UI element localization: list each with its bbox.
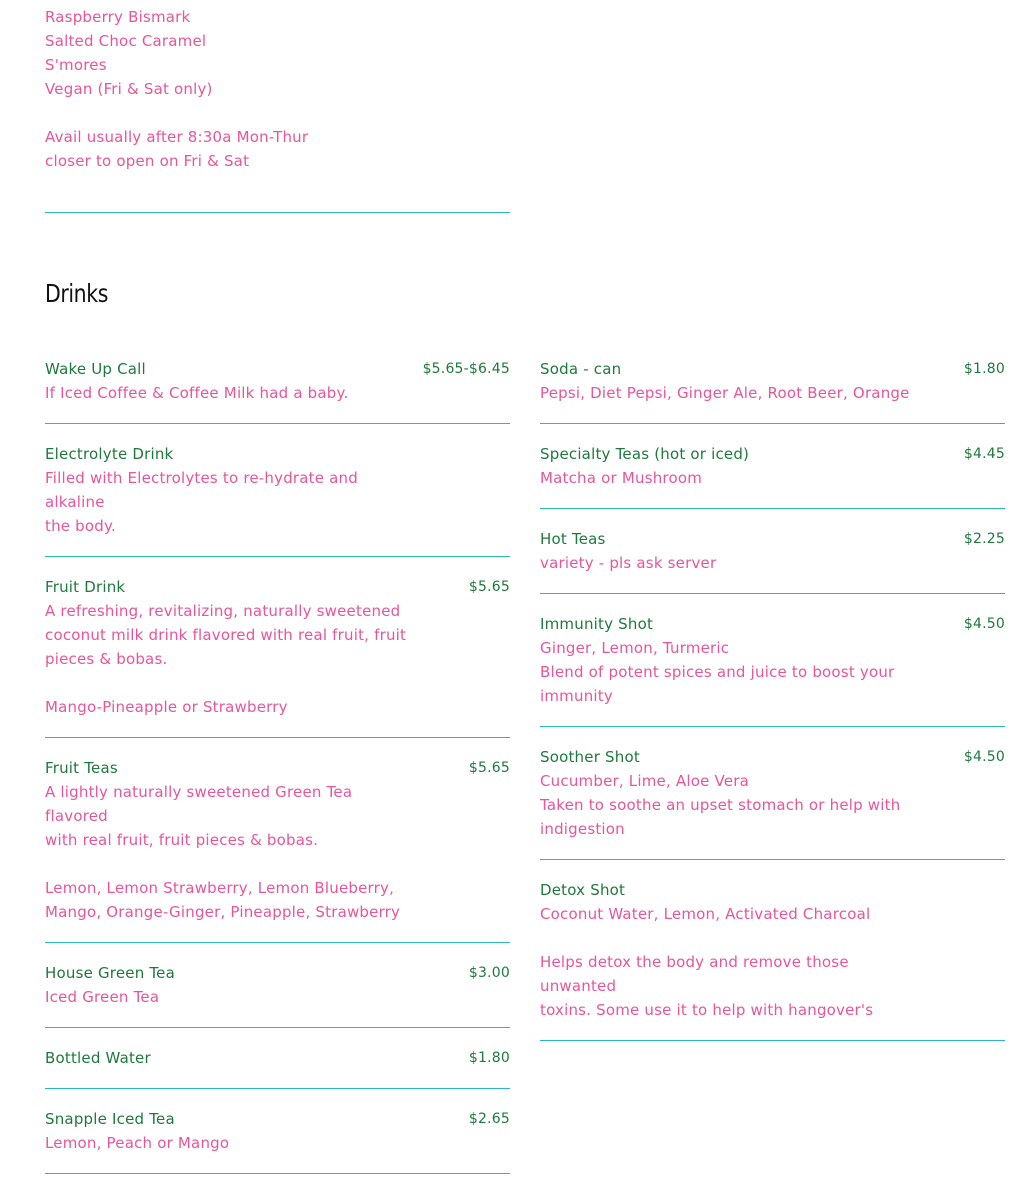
item-price: $2.65 — [468, 1111, 510, 1127]
item-price: $2.25 — [963, 531, 1005, 547]
description-line: Coconut Water, Lemon, Activated Charcoal — [540, 905, 871, 923]
description-line: Mango-Pineapple or Strawberry — [45, 698, 288, 716]
description-line: variety - pls ask server — [540, 554, 717, 572]
description-line: immunity — [540, 687, 613, 705]
item-price: $5.65 — [468, 579, 510, 595]
item-description — [45, 985, 415, 1009]
item-description — [540, 381, 920, 405]
item-price: $3.00 — [468, 965, 510, 981]
item-description — [540, 769, 920, 841]
description-line: Pepsi, Diet Pepsi, Ginger Ale, Root Beer, Orange — [540, 384, 910, 402]
item-name: House Green Tea — [45, 964, 176, 982]
description-line: Iced Green Tea — [45, 988, 160, 1006]
description-line: Lemon, Lemon Strawberry, Lemon Blueberry, — [45, 879, 395, 897]
item-name: Fruit Drink — [45, 578, 126, 596]
note-line: Avail usually after 8:30a Mon-Thur — [45, 128, 309, 146]
item-description — [45, 1131, 415, 1155]
menu-item-fruit-drink — [45, 575, 510, 738]
donut-flavor: S'mores — [45, 56, 107, 74]
item-name: Bottled Water — [45, 1049, 151, 1067]
item-name: Fruit Teas — [45, 759, 118, 777]
menu-item-wake-up-call — [45, 357, 510, 424]
menu-item-detox-shot — [540, 878, 1005, 1041]
description-line: Cucumber, Lime, Aloe Vera — [540, 772, 749, 790]
description-line: with real fruit, fruit pieces & bobas. — [45, 831, 319, 849]
item-name: Electrolyte Drink — [45, 445, 174, 463]
donut-availability-note — [45, 125, 510, 173]
description-line: A refreshing, revitalizing, naturally sweetened — [45, 602, 401, 620]
item-price: $5.65-$6.45 — [422, 361, 510, 377]
donut-section — [45, 0, 510, 173]
donut-flavor: Raspberry Bismark — [45, 8, 191, 26]
menu-item-soother-shot — [540, 745, 1005, 860]
menu-item-hot-teas — [540, 527, 1005, 594]
description-line: Taken to soothe an upset stomach or help with — [540, 796, 901, 814]
item-name: Soother Shot — [540, 748, 640, 766]
item-name: Specialty Teas (hot or iced) — [540, 445, 750, 463]
description-line: indigestion — [540, 820, 625, 838]
item-description — [45, 381, 415, 405]
menu-item-bottled-water — [45, 1046, 510, 1089]
description-line: A lightly naturally sweetened Green Tea flavored — [45, 783, 353, 825]
menu-item-specialty-teas-hot-or-iced — [540, 442, 1005, 509]
item-price: $4.45 — [963, 446, 1005, 462]
donut-flavor: Vegan (Fri & Sat only) — [45, 80, 213, 98]
item-price: $5.65 — [468, 760, 510, 776]
description-line: Mango, Orange-Ginger, Pineapple, Strawberry — [45, 903, 401, 921]
description-line: Matcha or Mushroom — [540, 469, 703, 487]
description-line: Lemon, Peach or Mango — [45, 1134, 230, 1152]
item-description — [540, 902, 920, 1022]
menu-item-immunity-shot — [540, 612, 1005, 727]
drinks-heading: Drinks — [45, 279, 108, 308]
item-price: $1.80 — [963, 361, 1005, 377]
description-line: toxins. Some use it to help with hangover's — [540, 1001, 874, 1019]
description-line: Ginger, Lemon, Turmeric — [540, 639, 730, 657]
item-name: Hot Teas — [540, 530, 606, 548]
item-price: $1.80 — [468, 1050, 510, 1066]
item-price: $4.50 — [963, 749, 1005, 765]
item-name: Wake Up Call — [45, 360, 146, 378]
item-name: Immunity Shot — [540, 615, 654, 633]
description-line: If Iced Coffee & Coffee Milk had a baby. — [45, 384, 349, 402]
description-gap — [45, 852, 415, 876]
description-line: coconut milk drink flavored with real fruit, fruit — [45, 626, 407, 644]
description-line: pieces & bobas. — [45, 650, 168, 668]
description-line: Filled with Electrolytes to re-hydrate and alkaline — [45, 469, 358, 511]
donut-flavor: Salted Choc Caramel — [45, 32, 207, 50]
item-description — [540, 466, 920, 490]
item-description — [45, 466, 415, 538]
drinks-column-left — [45, 357, 510, 1192]
item-description — [45, 599, 415, 719]
item-description — [540, 551, 920, 575]
item-name: Soda - can — [540, 360, 622, 378]
menu-item-snapple-iced-tea — [45, 1107, 510, 1174]
description-line: Helps detox the body and remove those unwanted — [540, 953, 849, 995]
item-name: Detox Shot — [540, 881, 626, 899]
description-gap — [45, 671, 415, 695]
drinks-column-right — [540, 357, 1005, 1059]
menu-item-soda-can — [540, 357, 1005, 424]
item-description — [45, 780, 415, 924]
item-price: $4.50 — [963, 616, 1005, 632]
item-name: Snapple Iced Tea — [45, 1110, 175, 1128]
menu-item-fruit-teas — [45, 756, 510, 943]
note-line: closer to open on Fri & Sat — [45, 152, 250, 170]
menu-item-house-green-tea — [45, 961, 510, 1028]
donut-flavor-list — [45, 5, 510, 101]
description-line: the body. — [45, 517, 116, 535]
menu-item-electrolyte-drink — [45, 442, 510, 557]
item-description — [540, 636, 920, 708]
description-gap — [540, 926, 920, 950]
section-divider — [45, 212, 510, 213]
description-line: Blend of potent spices and juice to boost your — [540, 663, 895, 681]
